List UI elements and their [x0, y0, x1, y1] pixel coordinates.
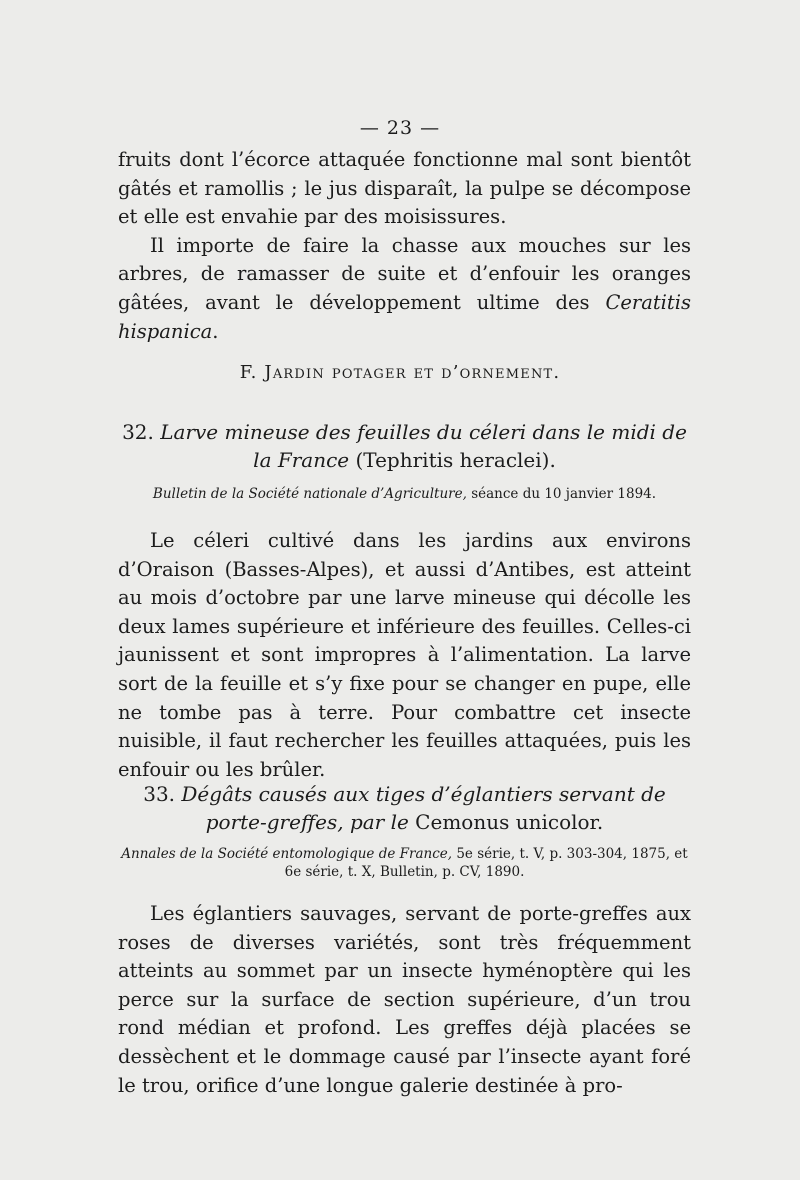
intro-paragraph-1: fruits dont l’écorce attaquée fonctionne mal sont bientôt gâtés et ramollis ; le jus disparaît, la pulpe se décompose et elle est envahie par des moisissures.	[118, 148, 691, 229]
entry-32-paragraph: Le céleri cultivé dans les jardins aux environs d’Oraison (Basses-Alpes), et aussi d’Antibes, est atteint au mois d’octobre par une larve mineuse qui décolle les deux lames supérieure et inférieure des feuilles. Celles-ci jaunissent et sont impropres à l’alimentation. La larve sort de la feuille et s’y fixe pour se changer en pupe, elle ne tombe pas à terre. Pour combattre cet insecte nuisible, il faut rechercher les feuilles attaquées, puis les enfouir ou les brûler.	[118, 529, 691, 781]
intro-paragraph-2	[118, 232, 691, 346]
entry-32-source	[118, 485, 691, 503]
species-name: Ceratitis hispanica	[118, 290, 691, 343]
section-heading	[0, 362, 800, 383]
entry-33-body	[118, 900, 691, 1100]
entry-32-title	[118, 418, 691, 474]
entry-32-source-plain: séance du 10 janvier 1894.	[466, 486, 657, 502]
entry-33-paragraph: Les églantiers sauvages, servant de porte-greffes aux roses de diverses variétés, sont très fréquemment atteints au sommet par un insecte hyménoptère qui les perce sur la surface de section supérieure, d’un trou rond médian et profond. Les greffes déjà placées se dessèchent et le dommage causé par l’insecte ayant foré le trou, orifice d’une longue galerie destinée à pro-	[118, 902, 691, 1097]
entry-32-body	[118, 527, 691, 784]
section-title: Jardin potager et d’ornement.	[264, 362, 561, 383]
intro-p2-start: Il importe de faire la chasse aux mouches sur les arbres, de ramasser de suite et d’enfouir les oranges gâtées, avant le développement ultime des	[118, 233, 691, 314]
section-letter: F.	[239, 362, 265, 383]
entry-33-title-plain: Cemonus unicolor.	[408, 810, 604, 834]
entry-33-title	[118, 780, 691, 836]
entry-33-source	[118, 845, 691, 881]
entry-32-title-italic: Larve mineuse des feuilles du céleri dans le midi de la France	[160, 420, 687, 472]
intro-p2-end: .	[212, 319, 219, 343]
entry-33-source-italic: Annales de la Société entomologique de France,	[121, 846, 453, 862]
entry-33-title-italic: Dégâts causés aux tiges d’églantiers servant de porte-greffes, par le	[181, 782, 666, 834]
entry-32-number: 32.	[122, 420, 161, 444]
intro-text	[118, 146, 691, 346]
entry-32-title-plain: (Tephritis heraclei).	[349, 448, 556, 472]
entry-32-source-italic: Bulletin de la Société nationale d’Agriculture,	[152, 486, 467, 502]
entry-33-source-plain: 5e série, t. V, p. 303-304, 1875, et 6e série, t. X, Bulletin, p. CV, 1890.	[284, 846, 688, 880]
entry-33-number: 33.	[143, 782, 182, 806]
page-number: — 23 —	[359, 117, 441, 139]
